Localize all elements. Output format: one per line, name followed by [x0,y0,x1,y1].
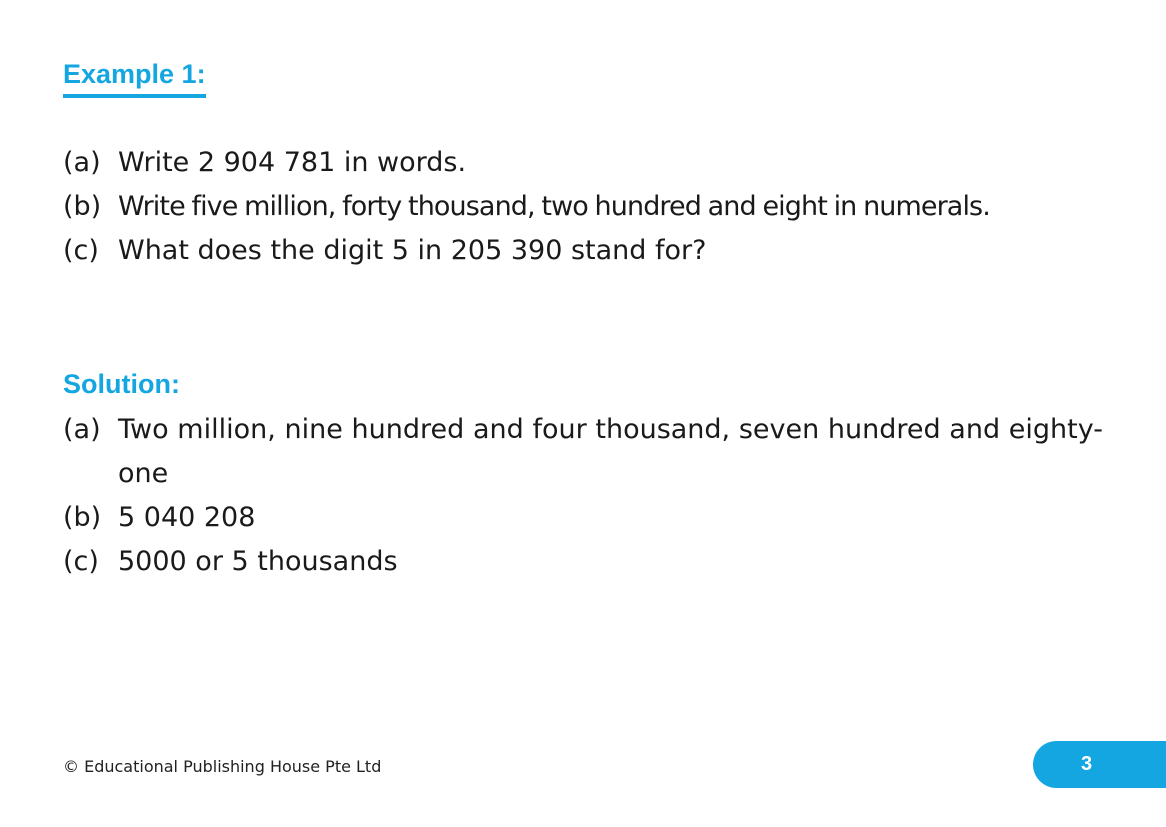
question-list [63,141,1103,273]
solution-heading: Solution: [63,369,180,399]
question-text: Write 2 904 781 in words. [118,147,467,178]
answer-item-b [63,496,1103,540]
question-text: What does the digit 5 in 205 390 stand for? [118,235,707,266]
page-number: 3 [1081,753,1093,775]
question-text: Write five million, forty thousand, two hundred and eight in numerals. [118,191,990,222]
answer-marker: (a) [63,414,101,445]
answer-text: Two million, nine hundred and four thousand, seven hundred and eighty-one [118,414,1103,489]
question-item-a [63,141,1103,185]
answer-marker: (b) [63,502,102,533]
example-heading: Example 1: [63,61,206,98]
copyright-notice: © Educational Publishing House Pte Ltd [63,757,382,776]
answer-text: 5 040 208 [118,502,256,533]
question-marker: (a) [63,147,101,178]
question-marker: (b) [63,191,102,222]
answer-item-a [63,408,1103,496]
answer-list [63,408,1103,584]
question-marker: (c) [63,235,99,266]
answer-item-c [63,540,1103,584]
question-item-c [63,229,1103,273]
page-number-tab [1033,741,1166,788]
question-item-b [63,185,1103,229]
answer-marker: (c) [63,546,99,577]
answer-text: 5000 or 5 thousands [118,546,398,577]
